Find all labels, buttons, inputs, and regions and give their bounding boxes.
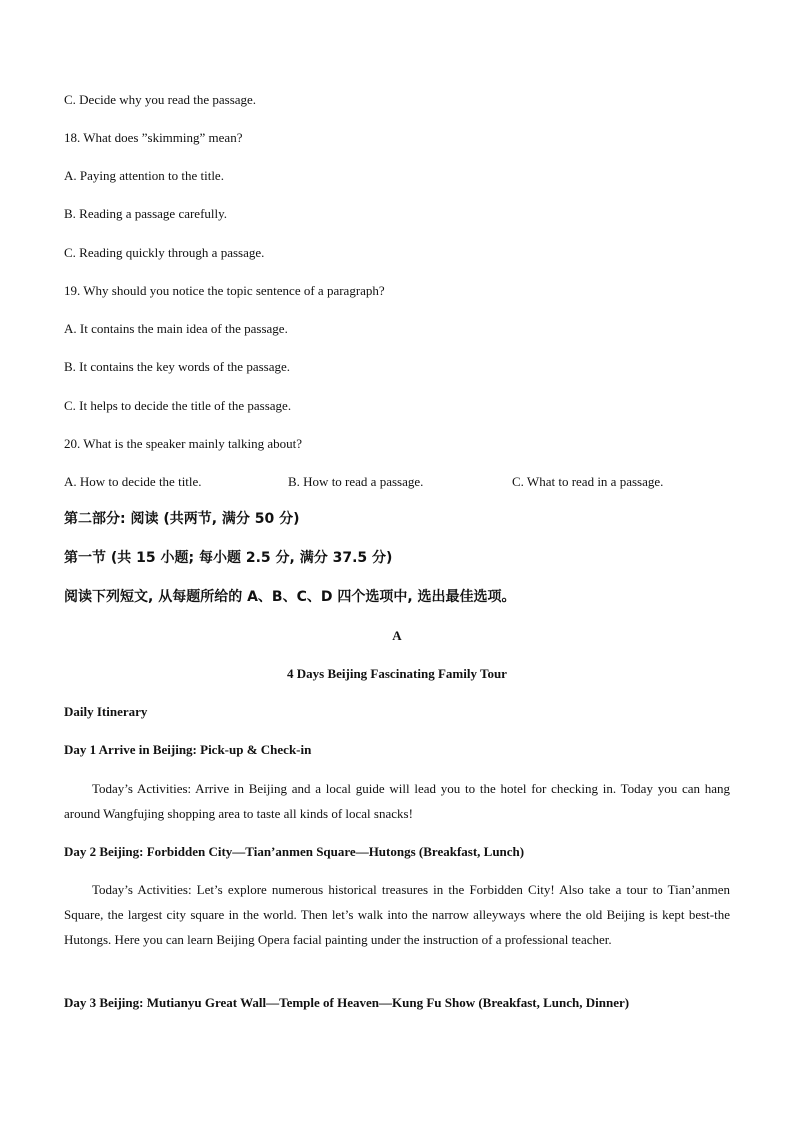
q20-option-a: A. How to decide the title. — [64, 474, 202, 489]
day2-text: Today’s Activities: Let’s explore numerous historical treasures in the Forbidden City! Also take a tour to Tian’anmen Square, the largest city square in the world. Then let’s walk into the narrow alleyways where the old Beijing is kept best-the Hutongs. Here you can learn Beijing Opera facial painting under the instruction of a professional teacher. — [64, 882, 730, 947]
passage-title: 4 Days Beijing Fascinating Family Tour — [287, 666, 507, 681]
q19-option-c: C. It helps to decide the title of the passage. — [64, 398, 292, 413]
q18-option-c: C. Reading quickly through a passage. — [64, 245, 265, 260]
day2-paragraph — [64, 877, 730, 952]
q19-option-a: A. It contains the main idea of the passage. — [64, 321, 288, 336]
reading-instruction: 阅读下列短文, 从每题所给的 A、B、C、D 四个选项中, 选出最佳选项。 — [64, 589, 516, 605]
section-heading: 第一节 (共 15 小题; 每小题 2.5 分, 满分 37.5 分) — [64, 550, 393, 566]
q19-stem: 19. Why should you notice the topic sentence of a paragraph? — [64, 283, 385, 298]
q19-option-b: B. It contains the key words of the passage. — [64, 359, 291, 374]
q20-option-b: B. How to read a passage. — [288, 474, 424, 489]
q18-option-a: A. Paying attention to the title. — [64, 168, 224, 183]
q18-stem: 18. What does ”skimming” mean? — [64, 130, 243, 145]
day1-heading: Day 1 Arrive in Beijing: Pick-up & Check-in — [64, 742, 312, 757]
passage-letter: A — [392, 628, 402, 643]
day1-paragraph — [64, 776, 730, 826]
day1-text: Today’s Activities: Arrive in Beijing and a local guide will lead you to the hotel for checking in. Today you can hang around Wangfujing shopping area to taste all kinds of local snacks! — [64, 781, 730, 821]
q18-option-b: B. Reading a passage carefully. — [64, 206, 228, 221]
day3-heading: Day 3 Beijing: Mutianyu Great Wall—Temple of Heaven—Kung Fu Show (Breakfast, Lunch, Dinner) — [64, 995, 630, 1010]
itinerary-heading: Daily Itinerary — [64, 704, 148, 719]
q17-option-c: C. Decide why you read the passage. — [64, 92, 257, 107]
day2-heading: Day 2 Beijing: Forbidden City—Tian’anmen Square—Hutongs (Breakfast, Lunch) — [64, 844, 525, 859]
q20-stem: 20. What is the speaker mainly talking about? — [64, 436, 303, 451]
part-heading: 第二部分: 阅读 (共两节, 满分 50 分) — [64, 511, 300, 527]
q20-option-c: C. What to read in a passage. — [512, 474, 664, 489]
